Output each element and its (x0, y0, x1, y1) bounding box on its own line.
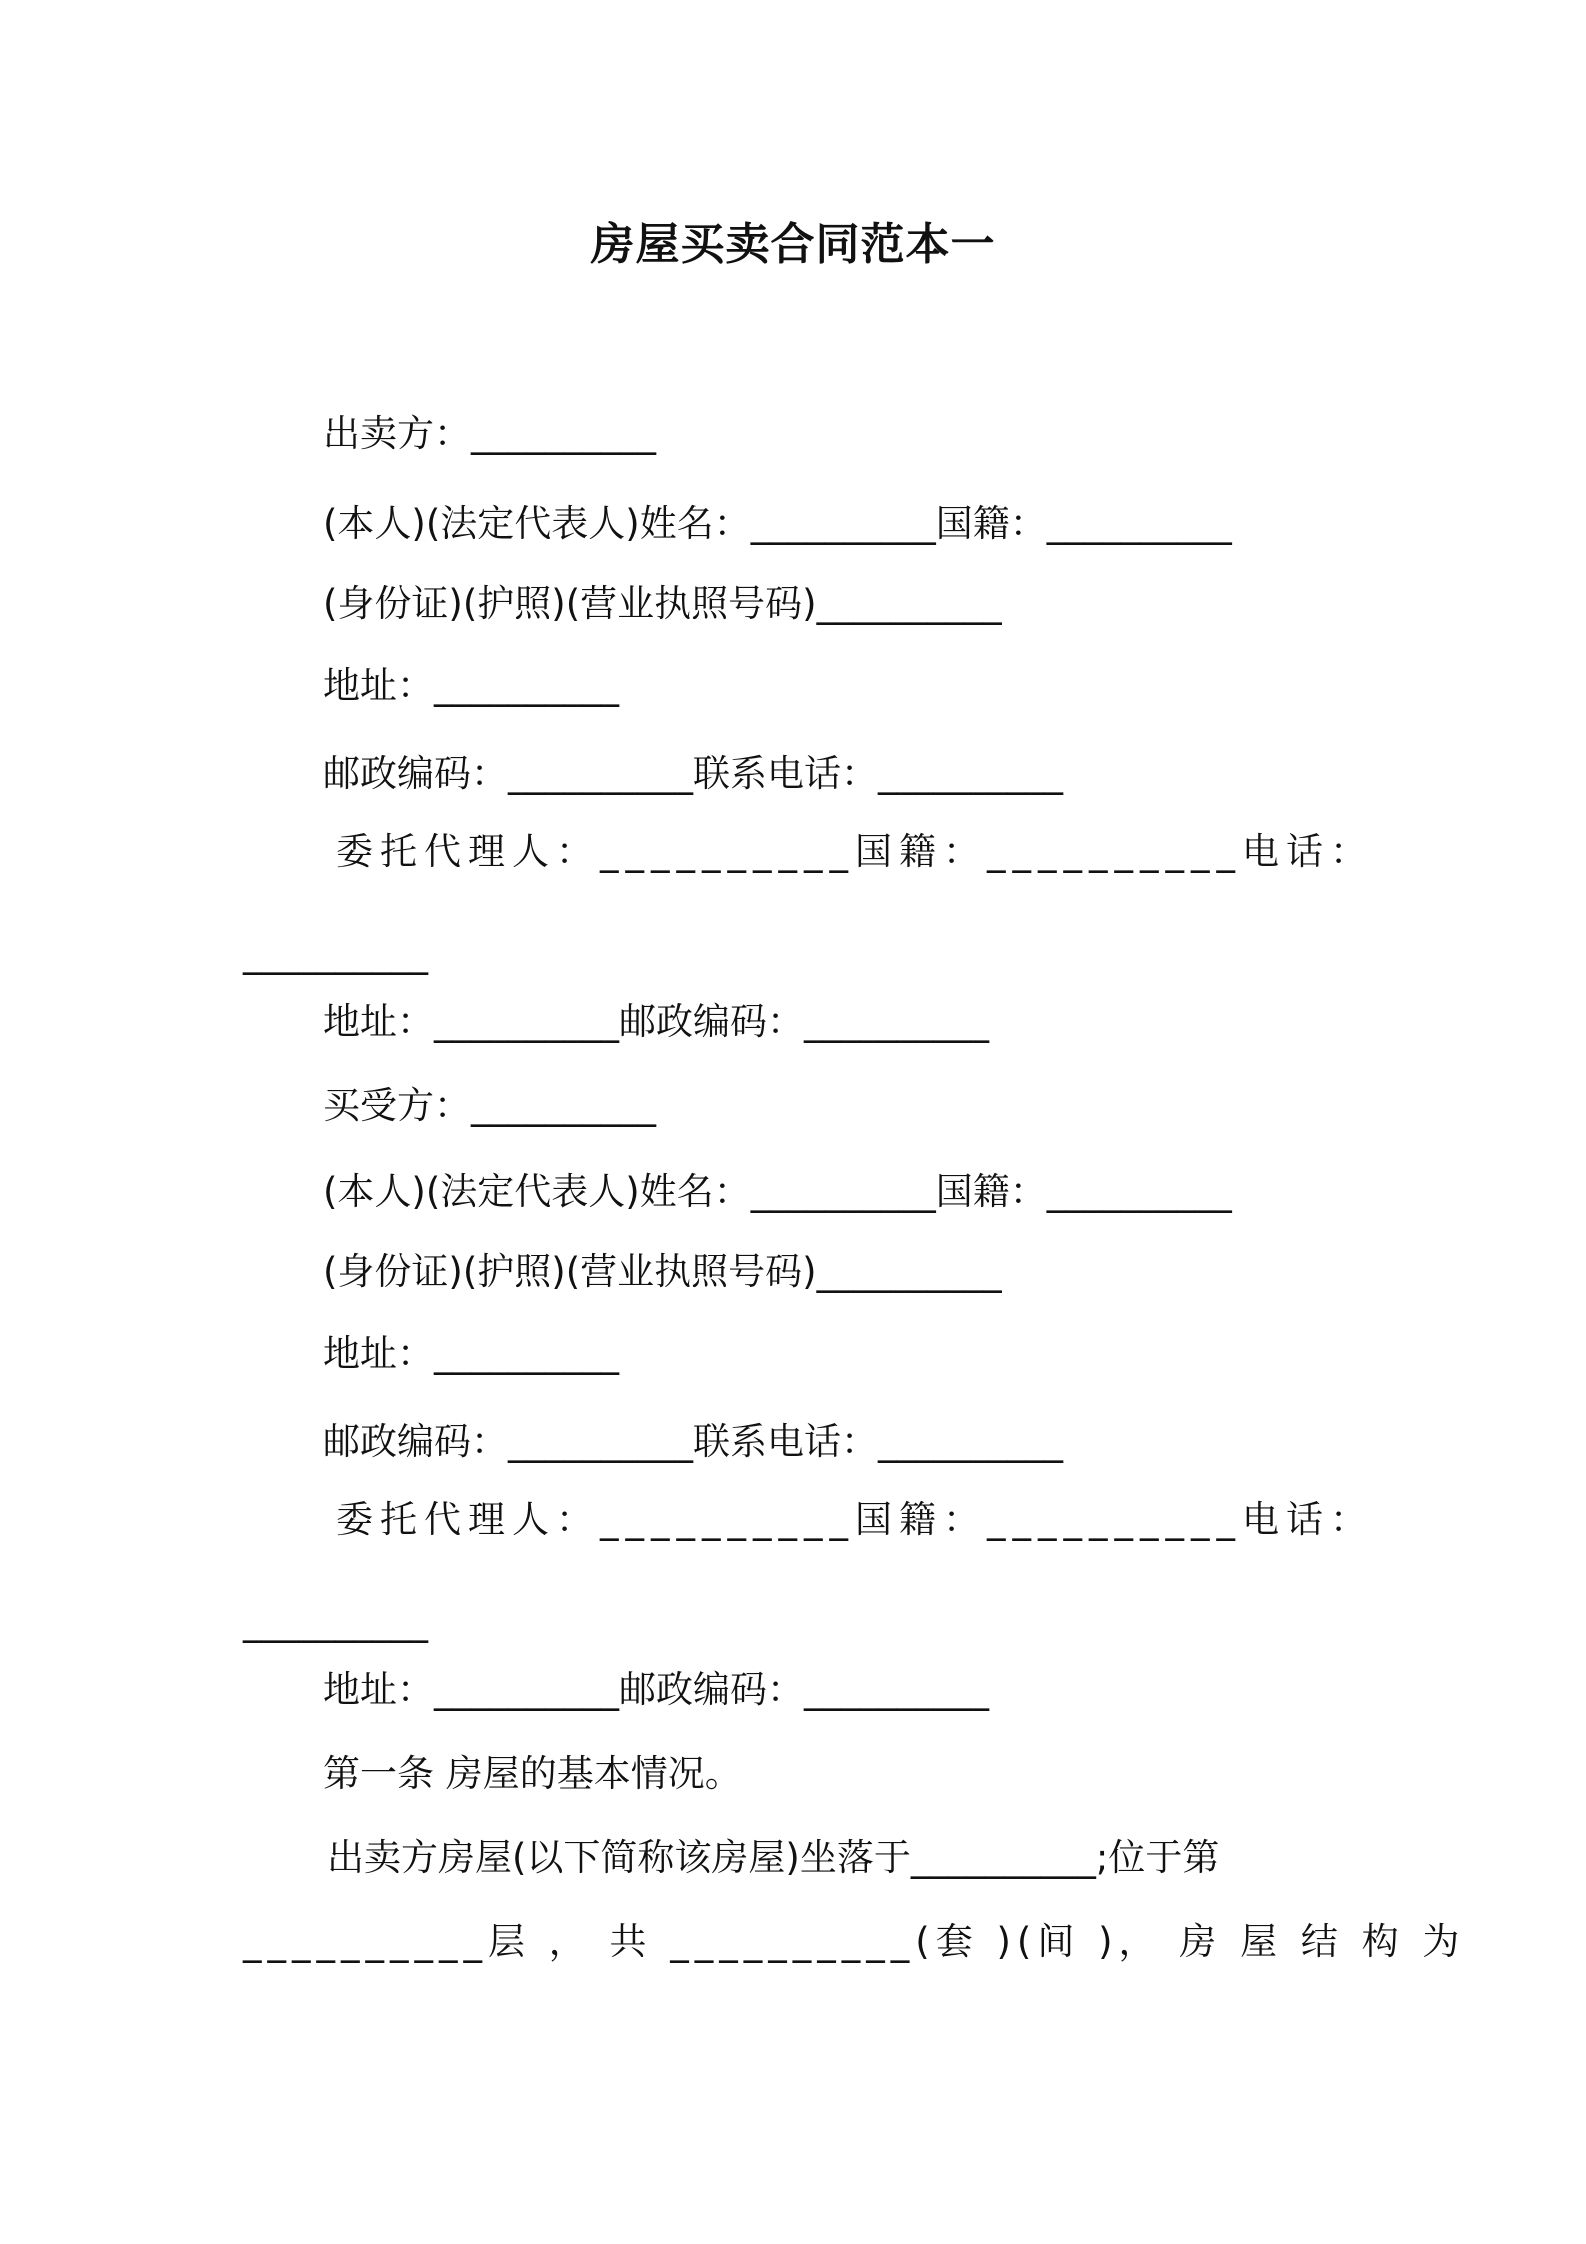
buyer-id-number: (身份证)(护照)(营业执照号码)__________ (323, 1250, 1002, 1293)
seller-address: 地址：__________ (323, 664, 619, 707)
seller-agent-phone-blank: __________ (243, 932, 428, 975)
article-one-heading: 第一条 房屋的基本情况。 (323, 1752, 742, 1795)
buyer-name-nationality: (本人)(法定代表人)姓名：__________国籍：__________ (323, 1170, 1232, 1213)
seller-agent-address-postcode: 地址：__________邮政编码：__________ (323, 1000, 989, 1043)
buyer-label: 买受方：__________ (323, 1084, 656, 1127)
seller-name-nationality: (本人)(法定代表人)姓名：__________国籍：__________ (323, 502, 1232, 545)
buyer-address: 地址：__________ (323, 1332, 619, 1375)
document-title: 房屋买卖合同范本一 (590, 219, 996, 270)
buyer-agent-address-postcode: 地址：__________邮政编码：__________ (323, 1668, 989, 1711)
buyer-postcode-phone: 邮政编码：__________联系电话：__________ (323, 1420, 1063, 1463)
seller-id-number: (身份证)(护照)(营业执照号码)__________ (323, 582, 1002, 625)
seller-label: 出卖方：__________ (323, 412, 656, 455)
article-one-location: 出卖方房屋(以下简称该房屋)坐落于__________;位于第 (327, 1836, 1220, 1879)
article-one-floor-structure: __________层 ， 共 __________(套 )(间 )， 房 屋 结 构 为 (243, 1920, 1466, 1963)
seller-agent-line: 委托代理人：__________国籍：__________电话： (336, 830, 1374, 873)
seller-postcode-phone: 邮政编码：__________联系电话：__________ (323, 752, 1063, 795)
buyer-agent-line: 委托代理人：__________国籍：__________电话： (336, 1498, 1374, 1541)
buyer-agent-phone-blank: __________ (243, 1600, 428, 1643)
